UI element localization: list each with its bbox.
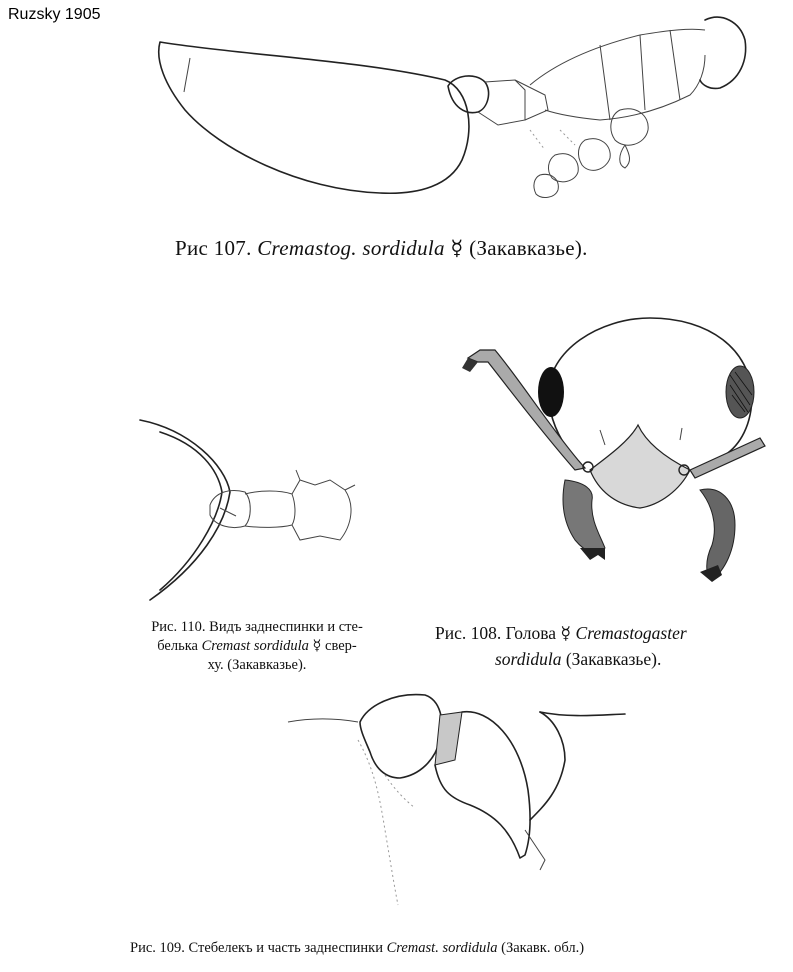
fig108-number: Рис. 108. <box>435 623 502 643</box>
fig109-species: Cremast. sordidula <box>386 940 498 956</box>
fig107-number: Рис 107. <box>175 236 252 260</box>
worker-symbol: ☿ <box>560 623 572 643</box>
fig109-text: Рис. 109. Стебелекъ и часть заднеспинки <box>130 940 387 956</box>
fig110-species: Cremast sordidula <box>201 638 309 654</box>
worker-symbol: ☿ <box>308 638 326 654</box>
fig107-region: (Закавказье). <box>469 236 588 260</box>
fig110-line1: Рис. 110. Видъ заднеспинки и сте- <box>151 619 363 635</box>
fig110-line2: белька Cremast sordidula ☿ свер- <box>157 638 357 654</box>
fig109-region: (Закавк. обл.) <box>497 940 585 956</box>
fig108-region: (Закавказье). <box>565 649 662 669</box>
fig108-word: Голова <box>505 623 557 643</box>
fig108-species-2: sordidula <box>495 649 562 669</box>
fig108-species-1: Cremastogaster <box>575 623 687 643</box>
fig107-species: Cremastog. sordidula <box>257 236 445 260</box>
image-credit: Ruzsky 1905 <box>8 6 101 23</box>
worker-symbol: ☿ <box>450 236 464 260</box>
caption-figure-109 <box>130 940 584 957</box>
fig110-line3: ху. (Закавказье). <box>207 657 307 673</box>
